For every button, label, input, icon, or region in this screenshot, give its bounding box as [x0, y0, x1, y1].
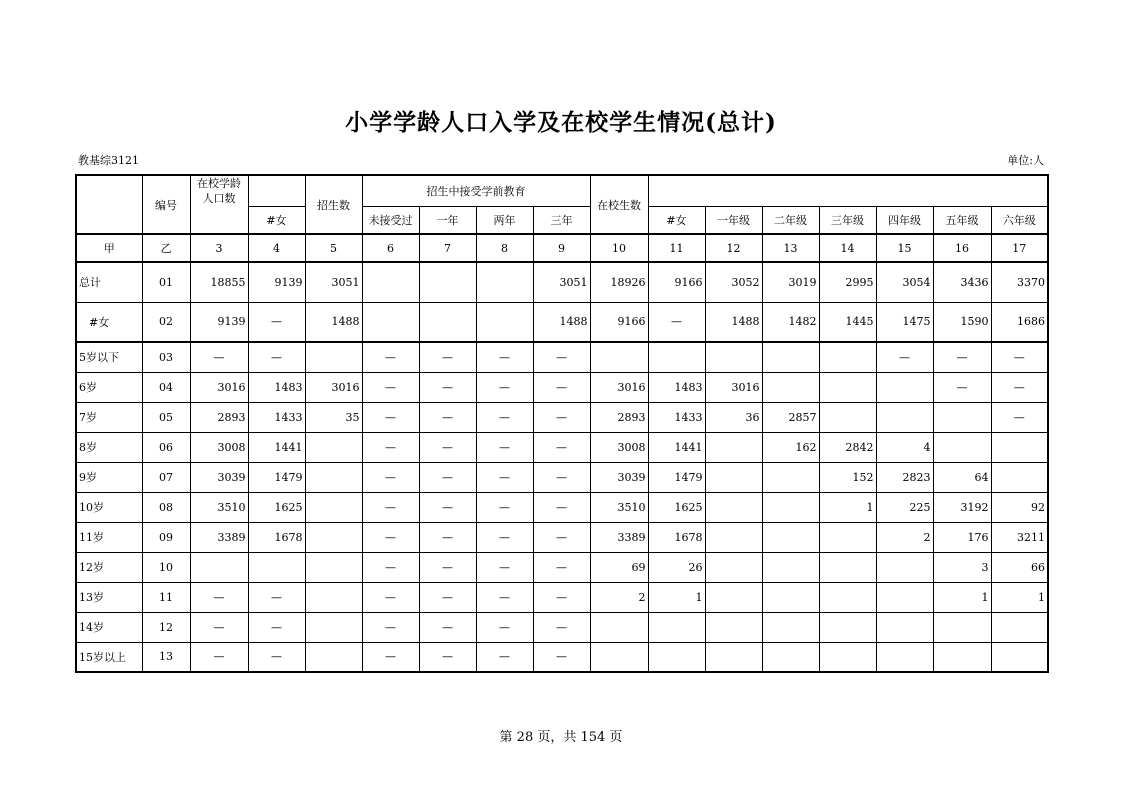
table-row — [76, 522, 1048, 552]
data-cell — [705, 642, 762, 672]
data-cell: — — [991, 402, 1048, 432]
row-label: #女 — [76, 302, 142, 342]
data-cell: — — [248, 582, 305, 612]
header-school-age-pop: 在校学龄人口数 — [190, 175, 248, 206]
index-cell: 13 — [762, 234, 819, 262]
row-serial: 06 — [142, 432, 190, 462]
data-cell — [305, 552, 362, 582]
data-cell — [705, 522, 762, 552]
data-cell — [819, 552, 876, 582]
data-cell: 1 — [648, 582, 705, 612]
header-grade6: 六年级 — [991, 206, 1048, 234]
data-cell: 3008 — [190, 432, 248, 462]
data-cell: — — [419, 342, 476, 372]
data-cell: 1686 — [991, 302, 1048, 342]
data-cell: — — [419, 582, 476, 612]
data-cell: — — [933, 372, 991, 402]
data-cell: 152 — [819, 462, 876, 492]
data-cell: — — [190, 342, 248, 372]
data-cell: — — [991, 372, 1048, 402]
data-cell — [648, 612, 705, 642]
data-cell: — — [419, 462, 476, 492]
data-cell — [190, 552, 248, 582]
data-cell: — — [476, 492, 533, 522]
data-cell: — — [476, 462, 533, 492]
data-cell: 162 — [762, 432, 819, 462]
data-cell: 64 — [933, 462, 991, 492]
data-cell: 9139 — [248, 262, 305, 302]
data-cell: 1475 — [876, 302, 933, 342]
data-cell — [762, 462, 819, 492]
index-cell: 7 — [419, 234, 476, 262]
data-cell: 1590 — [933, 302, 991, 342]
data-cell: 225 — [876, 492, 933, 522]
index-cell: 3 — [190, 234, 248, 262]
data-cell: 1482 — [762, 302, 819, 342]
data-cell: 69 — [590, 552, 648, 582]
data-cell: 9166 — [648, 262, 705, 302]
data-cell: — — [362, 492, 419, 522]
row-serial: 04 — [142, 372, 190, 402]
data-cell — [705, 462, 762, 492]
header-three-years: 三年 — [533, 206, 590, 234]
data-cell: 3510 — [190, 492, 248, 522]
data-cell: 18926 — [590, 262, 648, 302]
data-cell — [590, 642, 648, 672]
data-cell — [705, 342, 762, 372]
data-cell — [305, 432, 362, 462]
data-cell: 176 — [933, 522, 991, 552]
data-cell: — — [476, 522, 533, 552]
data-cell: — — [419, 612, 476, 642]
data-cell: 1 — [819, 492, 876, 522]
data-cell — [762, 492, 819, 522]
data-cell: 2893 — [590, 402, 648, 432]
data-cell: 3054 — [876, 262, 933, 302]
data-cell — [305, 342, 362, 372]
data-cell: 2842 — [819, 432, 876, 462]
table-row — [76, 302, 1048, 342]
header-enrolled: 招生数 — [305, 175, 362, 234]
data-cell: — — [533, 372, 590, 402]
data-cell: — — [533, 342, 590, 372]
data-cell: — — [533, 612, 590, 642]
row-label: 6岁 — [76, 372, 142, 402]
data-cell — [762, 642, 819, 672]
row-serial: 03 — [142, 342, 190, 372]
index-cell: 15 — [876, 234, 933, 262]
data-cell — [762, 612, 819, 642]
data-cell — [362, 302, 419, 342]
data-cell: — — [648, 302, 705, 342]
data-cell: 3436 — [933, 262, 991, 302]
data-cell — [819, 372, 876, 402]
data-cell: 1441 — [248, 432, 305, 462]
data-cell: — — [476, 342, 533, 372]
data-cell — [933, 402, 991, 432]
data-cell: — — [362, 642, 419, 672]
data-cell: — — [933, 342, 991, 372]
data-cell — [419, 262, 476, 302]
header-one-year: 一年 — [419, 206, 476, 234]
data-cell: 36 — [705, 402, 762, 432]
row-serial: 09 — [142, 522, 190, 552]
data-cell — [762, 372, 819, 402]
data-cell: 3016 — [190, 372, 248, 402]
data-cell: — — [476, 372, 533, 402]
data-cell: 1 — [991, 582, 1048, 612]
table-row — [76, 552, 1048, 582]
row-serial: 10 — [142, 552, 190, 582]
index-cell: 17 — [991, 234, 1048, 262]
row-label: 12岁 — [76, 552, 142, 582]
data-cell — [305, 642, 362, 672]
data-cell: — — [419, 372, 476, 402]
data-cell: — — [362, 432, 419, 462]
data-cell: — — [533, 402, 590, 432]
index-cell: 12 — [705, 234, 762, 262]
data-cell: — — [362, 552, 419, 582]
data-cell: — — [362, 582, 419, 612]
data-cell — [648, 642, 705, 672]
data-cell: 2995 — [819, 262, 876, 302]
data-cell: 3389 — [590, 522, 648, 552]
header-female: #女 — [248, 206, 305, 234]
index-cell: 10 — [590, 234, 648, 262]
data-cell: — — [533, 462, 590, 492]
table-row — [76, 492, 1048, 522]
unit-label: 单位:人 — [1007, 154, 1044, 167]
header-blank-grades — [648, 175, 1048, 206]
data-cell: 3051 — [533, 262, 590, 302]
row-label: 15岁以上 — [76, 642, 142, 672]
data-cell: 1 — [933, 582, 991, 612]
data-cell — [762, 552, 819, 582]
data-cell: — — [248, 342, 305, 372]
data-cell: 2857 — [762, 402, 819, 432]
data-cell: — — [876, 342, 933, 372]
data-cell — [419, 302, 476, 342]
data-cell: 1483 — [648, 372, 705, 402]
data-cell — [705, 582, 762, 612]
row-label: 14岁 — [76, 612, 142, 642]
row-label: 9岁 — [76, 462, 142, 492]
table-row — [76, 642, 1048, 672]
data-cell: — — [533, 582, 590, 612]
data-cell: 1441 — [648, 432, 705, 462]
data-cell: — — [419, 552, 476, 582]
table-row — [76, 432, 1048, 462]
data-cell: 35 — [305, 402, 362, 432]
header-none: 未接受过 — [362, 206, 419, 234]
index-cell: 乙 — [142, 234, 190, 262]
row-label: 11岁 — [76, 522, 142, 552]
data-cell — [762, 342, 819, 372]
row-label: 10岁 — [76, 492, 142, 522]
data-cell — [648, 342, 705, 372]
statistics-table — [75, 174, 1049, 673]
data-cell — [590, 342, 648, 372]
header-two-years: 两年 — [476, 206, 533, 234]
data-cell: 3039 — [590, 462, 648, 492]
data-cell: 3052 — [705, 262, 762, 302]
data-cell: 1488 — [705, 302, 762, 342]
table-row — [76, 262, 1048, 302]
data-cell: — — [190, 582, 248, 612]
header-blank — [76, 175, 142, 234]
row-serial: 05 — [142, 402, 190, 432]
data-cell — [819, 342, 876, 372]
data-cell — [248, 552, 305, 582]
header-serial: 编号 — [142, 175, 190, 234]
index-cell: 14 — [819, 234, 876, 262]
data-cell — [876, 552, 933, 582]
data-cell — [476, 262, 533, 302]
data-cell — [305, 612, 362, 642]
table-row — [76, 372, 1048, 402]
data-cell: 1479 — [648, 462, 705, 492]
data-cell: — — [476, 552, 533, 582]
data-cell — [991, 462, 1048, 492]
header-blank-4 — [248, 175, 305, 206]
data-cell — [876, 402, 933, 432]
data-cell — [819, 522, 876, 552]
data-cell: — — [419, 522, 476, 552]
data-cell: — — [362, 342, 419, 372]
data-cell — [991, 432, 1048, 462]
data-cell: 1678 — [248, 522, 305, 552]
page-footer: 第 28 页，共 154 页 — [499, 730, 623, 745]
index-cell: 6 — [362, 234, 419, 262]
data-cell: — — [362, 612, 419, 642]
data-cell: — — [533, 552, 590, 582]
data-cell: 3016 — [705, 372, 762, 402]
data-cell: — — [419, 402, 476, 432]
data-cell: — — [362, 372, 419, 402]
data-cell: — — [533, 432, 590, 462]
data-cell: 1625 — [248, 492, 305, 522]
data-cell: 3016 — [590, 372, 648, 402]
row-label: 7岁 — [76, 402, 142, 432]
data-cell: — — [362, 462, 419, 492]
index-cell: 8 — [476, 234, 533, 262]
data-cell: 1433 — [648, 402, 705, 432]
data-cell: — — [190, 612, 248, 642]
row-serial: 08 — [142, 492, 190, 522]
row-label: 13岁 — [76, 582, 142, 612]
data-cell — [705, 552, 762, 582]
data-cell: 1479 — [248, 462, 305, 492]
data-cell — [933, 642, 991, 672]
index-cell: 16 — [933, 234, 991, 262]
header-grade2: 二年级 — [762, 206, 819, 234]
row-label: 总计 — [76, 262, 142, 302]
data-cell: 66 — [991, 552, 1048, 582]
header-blank-3 — [190, 206, 248, 234]
data-cell: 3211 — [991, 522, 1048, 552]
data-cell — [705, 612, 762, 642]
data-cell — [876, 612, 933, 642]
index-cell: 甲 — [76, 234, 142, 262]
data-cell: 3008 — [590, 432, 648, 462]
data-cell: — — [533, 492, 590, 522]
row-serial: 11 — [142, 582, 190, 612]
header-grade3: 三年级 — [819, 206, 876, 234]
data-cell: — — [419, 492, 476, 522]
data-cell: 1483 — [248, 372, 305, 402]
data-cell — [876, 372, 933, 402]
header-preschool-group: 招生中接受学前教育 — [362, 175, 590, 206]
data-cell: 4 — [876, 432, 933, 462]
data-cell: 3 — [933, 552, 991, 582]
data-cell: 92 — [991, 492, 1048, 522]
row-serial: 01 — [142, 262, 190, 302]
data-cell: 3370 — [991, 262, 1048, 302]
data-cell — [305, 462, 362, 492]
header-grade4: 四年级 — [876, 206, 933, 234]
data-cell: — — [476, 402, 533, 432]
table-row — [76, 342, 1048, 372]
data-cell — [876, 582, 933, 612]
data-cell: 3016 — [305, 372, 362, 402]
data-cell — [705, 432, 762, 462]
data-cell: — — [533, 642, 590, 672]
row-serial: 12 — [142, 612, 190, 642]
data-cell: — — [248, 642, 305, 672]
data-cell: — — [190, 642, 248, 672]
row-label: 8岁 — [76, 432, 142, 462]
data-cell: — — [362, 402, 419, 432]
data-cell: — — [248, 302, 305, 342]
data-cell: 1445 — [819, 302, 876, 342]
index-row — [76, 234, 1048, 262]
form-code: 教基综3121 — [78, 154, 139, 167]
data-cell: 3051 — [305, 262, 362, 302]
data-cell: — — [362, 522, 419, 552]
index-cell: 5 — [305, 234, 362, 262]
index-cell: 9 — [533, 234, 590, 262]
data-cell: — — [476, 642, 533, 672]
data-cell — [762, 582, 819, 612]
data-cell: 1433 — [248, 402, 305, 432]
data-cell — [933, 432, 991, 462]
data-cell — [362, 262, 419, 302]
data-cell: — — [991, 342, 1048, 372]
header-grade5: 五年级 — [933, 206, 991, 234]
data-cell — [305, 582, 362, 612]
row-serial: 02 — [142, 302, 190, 342]
data-cell: 2 — [876, 522, 933, 552]
data-cell: 3019 — [762, 262, 819, 302]
data-cell — [933, 612, 991, 642]
data-cell — [819, 402, 876, 432]
data-cell — [305, 492, 362, 522]
data-cell: 18855 — [190, 262, 248, 302]
data-cell: 3510 — [590, 492, 648, 522]
header-students: 在校生数 — [590, 175, 648, 234]
data-cell: — — [476, 582, 533, 612]
data-cell: 1678 — [648, 522, 705, 552]
data-cell: 3192 — [933, 492, 991, 522]
data-cell — [876, 642, 933, 672]
data-cell: — — [476, 432, 533, 462]
data-cell — [762, 522, 819, 552]
data-cell — [819, 642, 876, 672]
header-grade1: 一年级 — [705, 206, 762, 234]
data-cell: 2823 — [876, 462, 933, 492]
data-cell: 1488 — [533, 302, 590, 342]
data-cell — [705, 492, 762, 522]
data-cell — [305, 522, 362, 552]
table-row — [76, 612, 1048, 642]
data-cell: 9139 — [190, 302, 248, 342]
data-cell: 2893 — [190, 402, 248, 432]
data-cell — [991, 642, 1048, 672]
data-cell: 26 — [648, 552, 705, 582]
row-serial: 07 — [142, 462, 190, 492]
data-cell: — — [419, 642, 476, 672]
row-label: 5岁以下 — [76, 342, 142, 372]
data-cell: 3389 — [190, 522, 248, 552]
data-cell: 1625 — [648, 492, 705, 522]
data-cell — [819, 612, 876, 642]
table-row — [76, 402, 1048, 432]
table-row — [76, 462, 1048, 492]
index-cell: 4 — [248, 234, 305, 262]
data-cell: 3039 — [190, 462, 248, 492]
data-cell: — — [419, 432, 476, 462]
data-cell: 1488 — [305, 302, 362, 342]
index-cell: 11 — [648, 234, 705, 262]
data-cell — [476, 302, 533, 342]
row-serial: 13 — [142, 642, 190, 672]
header-female2: #女 — [648, 206, 705, 234]
data-cell: — — [248, 612, 305, 642]
data-cell — [991, 612, 1048, 642]
data-cell: 9166 — [590, 302, 648, 342]
page-title: 小学学龄人口入学及在校学生情况(总计) — [345, 109, 777, 136]
data-cell: — — [476, 612, 533, 642]
data-cell: — — [533, 522, 590, 552]
data-cell — [590, 612, 648, 642]
data-cell: 2 — [590, 582, 648, 612]
table-row — [76, 582, 1048, 612]
data-cell — [819, 582, 876, 612]
